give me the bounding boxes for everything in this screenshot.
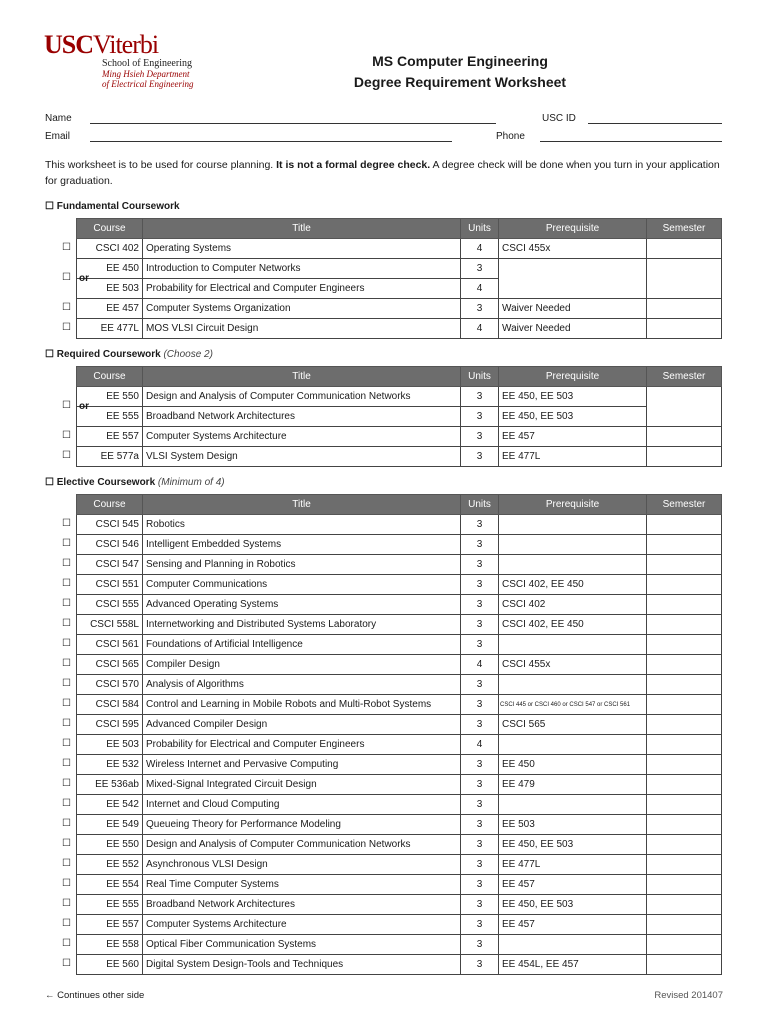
intro-part-2: A degree check will be done when you turn in your application for graduation. [45,159,720,187]
semester-cell[interactable] [647,535,722,555]
course-units: 3 [461,259,499,279]
course-code: CSCI 584 [77,695,143,715]
course-code: EE 554 [77,875,143,895]
semester-cell[interactable] [647,895,722,915]
course-code: EE 550 [77,835,143,855]
usc-viterbi-logo [44,32,204,89]
course-units: 3 [461,447,499,467]
phone-field[interactable] [540,141,722,142]
table-row [77,387,722,407]
logo-school: School of Engineering [102,58,192,69]
course-prereq: EE 457 [499,915,647,935]
course-title: Asynchronous VLSI Design [143,855,461,875]
table-row [77,795,722,815]
section-fundamental [45,201,180,212]
course-code: CSCI 547 [77,555,143,575]
table-row [77,319,722,339]
semester-cell[interactable] [647,427,722,447]
table-row [77,575,722,595]
semester-cell[interactable] [647,815,722,835]
course-code: EE 542 [77,795,143,815]
course-units: 3 [461,535,499,555]
or-label: or [79,401,89,412]
section-elective [45,477,225,488]
fundamental-table [76,218,722,339]
course-code: EE 457 [77,299,143,319]
column-header: Units [461,367,499,387]
course-units: 3 [461,675,499,695]
semester-cell[interactable] [647,615,722,635]
table-row [77,535,722,555]
phone-label: Phone [496,131,525,142]
logo-viterbi: Viterbi [93,30,159,59]
course-code: EE 555 [77,895,143,915]
course-prereq [499,259,647,299]
course-code: CSCI 545 [77,515,143,535]
row-checkbox[interactable]: ☐ [62,302,71,313]
semester-cell[interactable] [647,955,722,975]
or-label: or [79,273,89,284]
row-checkbox[interactable]: ☐ [62,878,71,889]
course-code: EE 549 [77,815,143,835]
row-checkbox[interactable]: ☐ [62,400,71,411]
course-prereq: CSCI 402, EE 450 [499,575,647,595]
course-units: 3 [461,695,499,715]
section-title: Fundamental Coursework [56,201,180,212]
course-code: EE 577a [77,447,143,467]
required-table [76,366,722,467]
row-checkbox[interactable]: ☐ [62,838,71,849]
course-title: Internetworking and Distributed Systems Laboratory [143,615,461,635]
title-line-1: MS Computer Engineering [372,53,548,69]
course-title: Probability for Electrical and Computer Engineers [143,279,461,299]
course-title: Computer Systems Architecture [143,427,461,447]
course-title: Optical Fiber Communication Systems [143,935,461,955]
semester-cell[interactable] [647,835,722,855]
logo-usc: USC [44,30,94,59]
course-title: Real Time Computer Systems [143,875,461,895]
course-code: EE 557 [77,915,143,935]
course-title: Broadband Network Architectures [143,895,461,915]
intro-bold: It is not a formal degree check. [276,159,431,171]
table-row [77,615,722,635]
email-label: Email [45,131,71,142]
semester-cell[interactable] [647,655,722,675]
course-title: MOS VLSI Circuit Design [143,319,461,339]
course-units: 4 [461,239,499,259]
table-row [77,875,722,895]
course-code: CSCI 595 [77,715,143,735]
column-header: Semester [647,219,722,239]
course-code: CSCI 565 [77,655,143,675]
course-code: CSCI 546 [77,535,143,555]
course-code: EE 503 [77,279,143,299]
course-code: EE 558 [77,935,143,955]
usc-id-field[interactable] [588,123,722,124]
header-row [77,367,722,387]
course-units: 3 [461,815,499,835]
course-title: Computer Communications [143,575,461,595]
column-header: Course [77,495,143,515]
course-units: 3 [461,755,499,775]
course-prereq: Waiver Needed [499,299,647,319]
column-header: Title [143,219,461,239]
semester-cell[interactable] [647,695,722,715]
course-units: 3 [461,775,499,795]
section-required [45,349,213,360]
course-units: 3 [461,875,499,895]
course-code: CSCI 402 [77,239,143,259]
course-units: 3 [461,935,499,955]
course-code: CSCI 558L [77,615,143,635]
elective-table [76,494,722,975]
table-row [77,407,722,427]
course-units: 3 [461,575,499,595]
row-checkbox[interactable]: ☐ [62,578,71,589]
column-header: Prerequisite [499,219,647,239]
row-checkbox[interactable]: ☐ [62,738,71,749]
section-checkbox[interactable]: ☐ [45,201,54,212]
semester-cell[interactable] [647,735,722,755]
course-units: 3 [461,715,499,735]
course-units: 3 [461,895,499,915]
course-prereq [499,935,647,955]
course-units: 3 [461,615,499,635]
header-row [77,495,722,515]
course-units: 3 [461,595,499,615]
revised-date: Revised 201407 [654,990,723,1001]
course-units: 3 [461,795,499,815]
course-code: EE 550 [77,387,143,407]
course-prereq [499,515,647,535]
course-code: CSCI 551 [77,575,143,595]
table-row [77,695,722,715]
name-label: Name [45,113,72,124]
section-note: (Choose 2) [163,349,213,360]
row-checkbox[interactable]: ☐ [62,618,71,629]
semester-cell[interactable] [647,319,722,339]
table-row [77,955,722,975]
table-row [77,675,722,695]
table-row [77,835,722,855]
row-checkbox[interactable]: ☐ [62,938,71,949]
semester-cell[interactable] [647,935,722,955]
table-row [77,895,722,915]
course-title: Queueing Theory for Performance Modeling [143,815,461,835]
course-prereq: CSCI 402, EE 450 [499,615,647,635]
course-title: Digital System Design-Tools and Techniques [143,955,461,975]
course-title: Design and Analysis of Computer Communication Networks [143,835,461,855]
intro-part-1: This worksheet is to be used for course planning. [45,159,277,171]
table-row [77,595,722,615]
column-header: Semester [647,367,722,387]
table-row [77,555,722,575]
course-prereq: CSCI 455x [499,655,647,675]
row-checkbox[interactable]: ☐ [62,598,71,609]
section-checkbox[interactable]: ☐ [45,477,54,488]
row-checkbox[interactable]: ☐ [62,430,71,441]
course-title: Sensing and Planning in Robotics [143,555,461,575]
name-field[interactable] [90,123,496,124]
course-units: 4 [461,279,499,299]
course-units: 3 [461,915,499,935]
row-checkbox[interactable]: ☐ [62,272,71,283]
course-title: Operating Systems [143,239,461,259]
course-title: Mixed-Signal Integrated Circuit Design [143,775,461,795]
row-checkbox[interactable]: ☐ [62,778,71,789]
course-prereq: EE 477L [499,447,647,467]
row-checkbox[interactable]: ☐ [62,450,71,461]
course-title: Compiler Design [143,655,461,675]
course-prereq: EE 450, EE 503 [499,895,647,915]
row-checkbox[interactable]: ☐ [62,638,71,649]
course-title: Control and Learning in Mobile Robots and Multi-Robot Systems [143,695,461,715]
semester-cell[interactable] [647,555,722,575]
semester-cell[interactable] [647,915,722,935]
column-header: Title [143,367,461,387]
course-units: 3 [461,635,499,655]
semester-cell[interactable] [647,775,722,795]
course-units: 3 [461,855,499,875]
table-row [77,427,722,447]
course-title: Computer Systems Organization [143,299,461,319]
course-units: 3 [461,955,499,975]
course-title: Broadband Network Architectures [143,407,461,427]
section-checkbox[interactable]: ☐ [45,349,54,360]
row-checkbox[interactable]: ☐ [62,518,71,529]
course-units: 3 [461,387,499,407]
row-checkbox[interactable]: ☐ [62,798,71,809]
table-row [77,815,722,835]
course-code: EE 560 [77,955,143,975]
row-checkbox[interactable]: ☐ [62,242,71,253]
row-checkbox[interactable]: ☐ [62,958,71,969]
course-prereq: EE 454L, EE 457 [499,955,647,975]
column-header: Title [143,495,461,515]
course-prereq [499,735,647,755]
intro-text [45,157,730,189]
course-units: 3 [461,427,499,447]
row-checkbox[interactable]: ☐ [62,658,71,669]
course-units: 3 [461,555,499,575]
course-code: CSCI 561 [77,635,143,655]
semester-cell[interactable] [647,595,722,615]
course-units: 4 [461,735,499,755]
table-row [77,655,722,675]
course-title: Analysis of Algorithms [143,675,461,695]
course-prereq: CSCI 445 or CSCI 460 or CSCI 547 or CSCI 561 [499,695,647,715]
course-prereq: EE 457 [499,427,647,447]
course-prereq [499,555,647,575]
table-row [77,915,722,935]
course-code: EE 477L [77,319,143,339]
email-field[interactable] [90,141,452,142]
course-title: Internet and Cloud Computing [143,795,461,815]
course-prereq: EE 477L [499,855,647,875]
table-row [77,775,722,795]
table-row [77,715,722,735]
semester-cell[interactable] [647,715,722,735]
course-code: EE 555 [77,407,143,427]
row-checkbox[interactable]: ☐ [62,538,71,549]
table-row [77,935,722,955]
semester-cell[interactable] [647,875,722,895]
course-prereq [499,635,647,655]
table-row [77,635,722,655]
course-code: CSCI 570 [77,675,143,695]
column-header: Semester [647,495,722,515]
semester-cell[interactable] [647,855,722,875]
row-checkbox[interactable]: ☐ [62,758,71,769]
course-title: Advanced Operating Systems [143,595,461,615]
semester-cell[interactable] [647,675,722,695]
column-header: Course [77,219,143,239]
course-prereq: EE 503 [499,815,647,835]
title-line-2: Degree Requirement Worksheet [353,74,567,90]
course-title: Intelligent Embedded Systems [143,535,461,555]
course-title: Design and Analysis of Computer Communication Networks [143,387,461,407]
course-units: 3 [461,407,499,427]
course-code: EE 532 [77,755,143,775]
column-header: Course [77,367,143,387]
page-title [290,51,630,93]
course-code: EE 450 [77,259,143,279]
semester-cell[interactable] [647,387,722,427]
course-title: Robotics [143,515,461,535]
semester-cell[interactable] [647,259,722,299]
course-prereq: EE 450, EE 503 [499,387,647,407]
semester-cell[interactable] [647,515,722,535]
row-checkbox[interactable]: ☐ [62,718,71,729]
section-note: (Minimum of 4) [157,477,225,488]
column-header: Units [461,495,499,515]
course-prereq [499,535,647,555]
semester-cell[interactable] [647,447,722,467]
row-checkbox[interactable]: ☐ [62,898,71,909]
course-title: Wireless Internet and Pervasive Computing [143,755,461,775]
course-title: VLSI System Design [143,447,461,467]
section-title: Elective Coursework [56,477,156,488]
table-row [77,755,722,775]
course-units: 3 [461,515,499,535]
course-prereq: CSCI 565 [499,715,647,735]
table-row [77,447,722,467]
usc-id-label: USC ID [542,113,576,124]
course-prereq: EE 457 [499,875,647,895]
semester-cell[interactable] [647,755,722,775]
course-title: Probability for Electrical and Computer Engineers [143,735,461,755]
continues-note: ← Continues other side [45,990,145,1001]
semester-cell[interactable] [647,575,722,595]
course-prereq: Waiver Needed [499,319,647,339]
course-code: EE 557 [77,427,143,447]
table-row [77,299,722,319]
course-code: EE 503 [77,735,143,755]
course-prereq [499,795,647,815]
header-row [77,219,722,239]
row-checkbox[interactable]: ☐ [62,698,71,709]
course-prereq: EE 450 [499,755,647,775]
course-code: EE 536ab [77,775,143,795]
semester-cell[interactable] [647,239,722,259]
course-units: 3 [461,835,499,855]
course-title: Advanced Compiler Design [143,715,461,735]
course-prereq: EE 450, EE 503 [499,835,647,855]
course-units: 4 [461,319,499,339]
section-title: Required Coursework [56,349,161,360]
logo-dept-1: Ming Hsieh Department [102,69,190,79]
table-row [77,735,722,755]
course-code: CSCI 555 [77,595,143,615]
semester-cell[interactable] [647,299,722,319]
course-title: Computer Systems Architecture [143,915,461,935]
row-checkbox[interactable]: ☐ [62,558,71,569]
course-code: EE 552 [77,855,143,875]
course-title: Introduction to Computer Networks [143,259,461,279]
row-checkbox[interactable]: ☐ [62,858,71,869]
course-prereq: CSCI 402 [499,595,647,615]
table-row [77,855,722,875]
course-units: 4 [461,655,499,675]
column-header: Prerequisite [499,367,647,387]
column-header: Units [461,219,499,239]
row-checkbox[interactable]: ☐ [62,918,71,929]
course-prereq: CSCI 455x [499,239,647,259]
course-prereq: EE 450, EE 503 [499,407,647,427]
row-checkbox[interactable]: ☐ [62,818,71,829]
table-row [77,515,722,535]
row-checkbox[interactable]: ☐ [62,322,71,333]
semester-cell[interactable] [647,635,722,655]
table-row [77,259,722,279]
course-prereq [499,675,647,695]
course-units: 3 [461,299,499,319]
logo-dept-2: of Electrical Engineering [102,79,194,89]
row-checkbox[interactable]: ☐ [62,678,71,689]
table-row [77,239,722,259]
course-title: Foundations of Artificial Intelligence [143,635,461,655]
course-prereq: EE 479 [499,775,647,795]
column-header: Prerequisite [499,495,647,515]
semester-cell[interactable] [647,795,722,815]
